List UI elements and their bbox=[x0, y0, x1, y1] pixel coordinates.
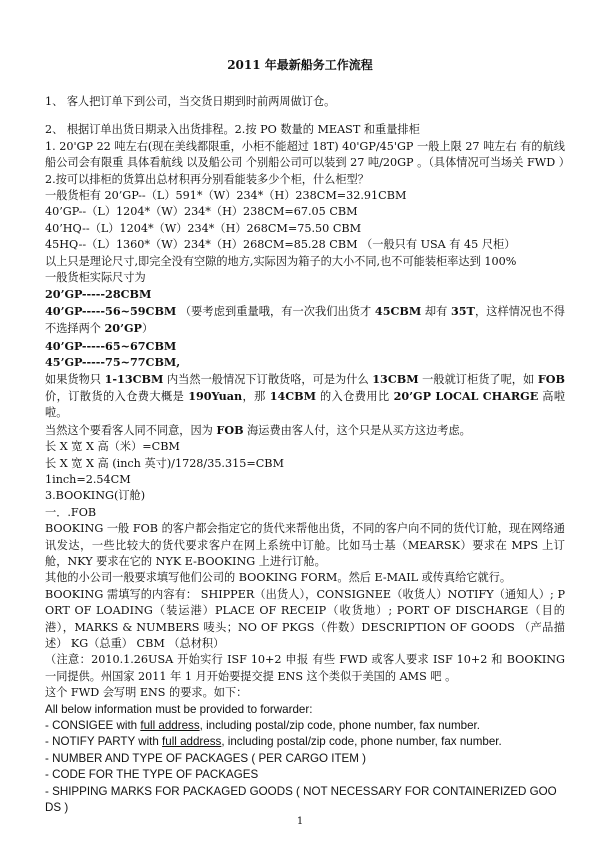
paragraph-booking-form: 其他的小公司一般要求填写他们公司的 BOOKING FORM。然后 E-MAIL 或传真给它就行。 bbox=[45, 571, 512, 585]
document-body bbox=[45, 94, 570, 816]
paragraph-booking-fields: BOOKING 需填写的内容有： SHIPPER（出货人），CONSIGNEE（收货人）NOTIFY（通知人）; PORT OF LOADING（装运港）PLACE OF RECEIP（收货地）; PORT OF DISCHARGE（目的港），MARKS & NUMBERS 唛头；NO OF PKGS（件数）DESCRIPTION OF GOODS （产品描述） KG（总重） CBM （总材积） bbox=[45, 587, 565, 650]
page-number: 1 bbox=[296, 816, 304, 827]
paragraph-customer-consent: 当然这个要看客人同不同意，因为 FOB 海运费由客人付，这个只是从买方这边考虑。 bbox=[45, 422, 471, 437]
paragraph-actual-size-heading: 一般货柜实际尺寸为 bbox=[45, 271, 146, 285]
actual-size-20gp: 20’GP-----28CBM bbox=[45, 287, 152, 302]
section-booking-heading: 3.BOOKING(订舱) bbox=[45, 489, 146, 503]
ens-item-consignee: - CONSIGEE with full address, including postal/zip code, phone number, fax number. bbox=[45, 719, 481, 733]
paragraph-weight-limit: 1. 20'GP 22 吨左右(现在美线都限重，小柜不能超过 18T) 40'GP/45'GP 一般上限 27 吨左右 有的航线船公司会有限重 具体看航线 以及船公司 个别船公司可以装到 27 吨/20GP 。（具体情况可当场关 FWD ） bbox=[45, 139, 570, 170]
formula-cbm-meter: 长 X 宽 X 高（米）=CBM bbox=[45, 440, 180, 454]
actual-size-40gp-high: 40’GP-----65~67CBM bbox=[45, 338, 177, 353]
paragraph-ens-intro: 这个 FWD 会写明 ENS 的要求。如下： bbox=[45, 686, 248, 700]
container-spec-40gp: 40’GP--（L）1204*（W）234*（H）238CM=67.05 CBM bbox=[45, 205, 358, 219]
actual-size-40gp: 40’GP-----56~59CBM （要考虑到重量哦，有一次我们出货才 45CBM 却有 35T，这样情况也不得不选择两个 20’GP） bbox=[45, 303, 565, 336]
ens-item-package-code: - CODE FOR THE TYPE OF PACKAGES bbox=[45, 768, 259, 782]
paragraph-order-booking: 1、 客人把订单下到公司，当交货日期到时前两周做订仓。 bbox=[45, 95, 336, 108]
container-spec-40hq: 40’HQ--（L）1204*（W）234*（H）268CM=75.50 CBM bbox=[45, 221, 362, 235]
paragraph-isf-note: （注意：2010.1.26USA 开始实行 ISF 10+2 申报 有些 FWD 或客人要求 ISF 10+2 和 BOOKING 一同提供。州国家 2011 年 1 月开始要提交提 ENS 这个类似于美国的 AMS 吧 。 bbox=[45, 653, 565, 683]
paragraph-lcl-note: 如果货物只 1-13CBM 内当然一般情况下订散货咯，可是为什么 13CBM 一般就订柜货了呢，如 FOB 价，订散货的入仓费大概是 190Yuan，那 14CBM 的入仓费用比 20’GP LOCAL CHARGE 高啦啦。 bbox=[45, 371, 566, 420]
ens-item-notify-party: - NOTIFY PARTY with full address, including postal/zip code, phone number, fax number. bbox=[45, 735, 502, 749]
ens-requirements-heading: All below information must be provided to forwarder: bbox=[45, 702, 313, 716]
page-title: 2011 年最新船务工作流程 bbox=[227, 58, 373, 72]
section-fob-heading: 一．.FOB bbox=[45, 505, 97, 519]
ens-item-packages: - NUMBER AND TYPE OF PACKAGES ( PER CARGO ITEM ) bbox=[45, 751, 367, 765]
formula-cbm-inch: 长 X 宽 X 高 (inch 英寸)/1728/35.315=CBM bbox=[45, 456, 284, 470]
paragraph-theoretical-note: 以上只是理论尺寸,即完全没有空隙的地方,实际因为箱子的大小不同,也不可能装柜率达到 100% bbox=[45, 254, 517, 268]
paragraph-schedule: 2、 根据订单出货日期录入出货排程。2.按 PO 数量的 MEAST 和重量排柜 bbox=[45, 123, 420, 137]
formula-inch-cm: 1inch=2.54CM bbox=[45, 472, 131, 486]
actual-size-45gp: 45’GP-----75~77CBM, bbox=[45, 355, 181, 370]
paragraph-container-calc: 2.按可以排柜的货算出总材积再分别看能装多少个柜，什么柜型？ bbox=[45, 172, 369, 186]
paragraph-booking-fob: BOOKING 一般 FOB 的客户都会指定它的货代来帮他出货，不同的客户向不同的货代订舱，现在网络通讯发达，一些比较大的货代要求客户在网上系统中订舱。比如马士基（MEARSK）要求在 MPS 上订舱，NKY 要求在它的 NYK E-BOOKING 上进行订舱。 bbox=[45, 522, 565, 568]
ens-item-shipping-marks: - SHIPPING MARKS FOR PACKAGED GOODS ( NOT NECESSARY FOR CONTAINERIZED GOODS ) bbox=[45, 784, 557, 815]
container-spec-20gp: 一般货柜有 20’GP--（L）591*（W）234*（H）238CM=32.91CBM bbox=[45, 189, 407, 203]
container-spec-45hq: 45HQ--（L）1360*（W）234*（H）268CM=85.28 CBM （一般只有 USA 有 45 尺柜） bbox=[45, 238, 516, 252]
